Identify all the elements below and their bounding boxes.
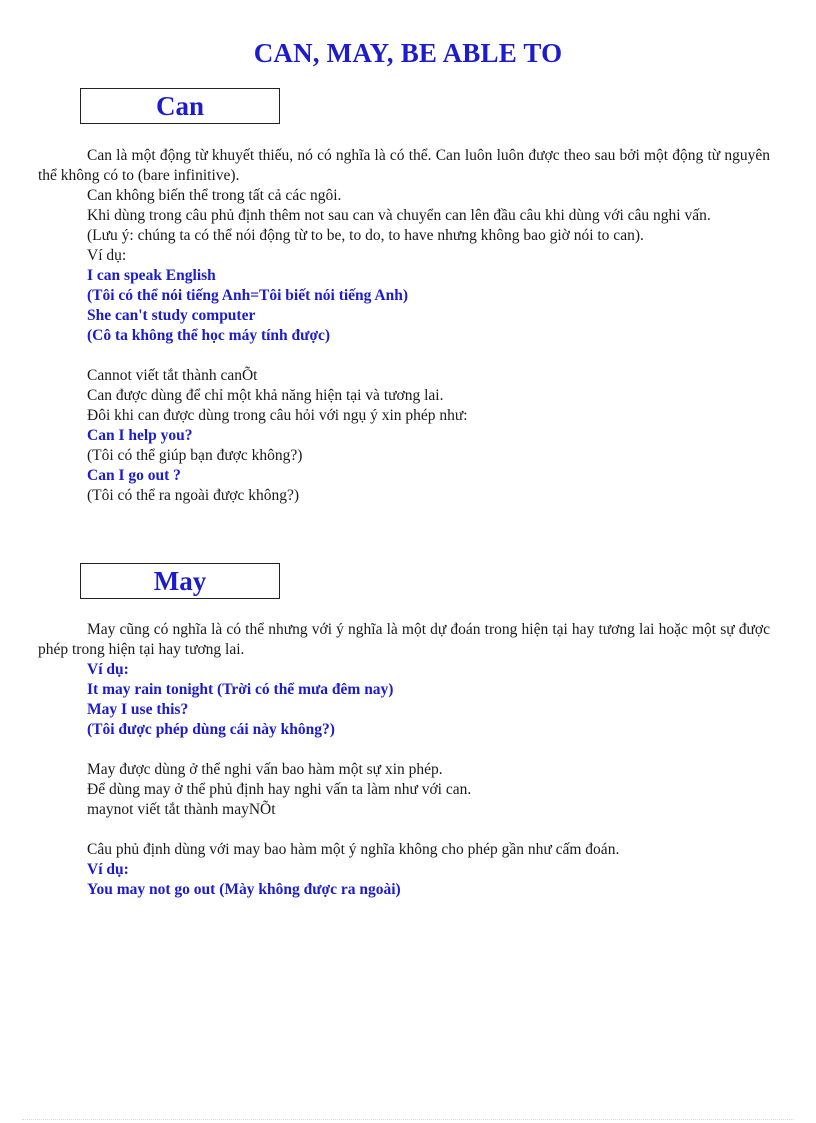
section-can-body	[38, 146, 770, 506]
may-paragraph-permission: May được dùng ở thể nghi vấn bao hàm một sự xin phép.	[87, 761, 443, 778]
can-example-4: Can I go out ?	[87, 467, 181, 484]
section-may-body	[38, 620, 770, 900]
can-example-label: Ví dụ:	[87, 247, 127, 264]
page-bottom-divider	[22, 1119, 794, 1120]
may-example-3: You may not go out (Mày không được ra ngoài)	[87, 881, 401, 898]
may-paragraph-contraction: maynot viết tắt thành mayNÕt	[87, 801, 276, 818]
may-paragraph-prohibition: Câu phủ định dùng với may bao hàm một ý nghĩa không cho phép gần như cấm đoán.	[87, 841, 620, 858]
spacer	[38, 740, 770, 760]
can-example-3-translation: (Tôi có thể giúp bạn được không?)	[87, 447, 303, 464]
may-paragraph-negative: Để dùng may ở thể phủ định hay nghi vấn ta làm như với can.	[87, 781, 472, 798]
may-example-1: It may rain tonight (Trời có thể mưa đêm nay)	[87, 681, 394, 698]
may-example-label: Ví dụ:	[87, 661, 129, 678]
can-paragraph-definition: Can là một động từ khuyết thiếu, nó có nghĩa là có thể. Can luôn luôn được theo sau bởi một động từ nguyên thể không có to (bare infinitive).	[38, 147, 770, 184]
may-paragraph-definition: May cũng có nghĩa là có thể nhưng với ý nghĩa là một dự đoán trong hiện tại hay tương lai hoặc một sự được phép trong hiện tại hay tương lai.	[38, 621, 770, 658]
can-example-3: Can I help you?	[87, 427, 193, 444]
may-example-2-translation: (Tôi được phép dùng cái này không?)	[87, 721, 335, 738]
can-paragraph-negative: Khi dùng trong câu phủ định thêm not sau can và chuyển can lên đầu câu khi dùng với câu nghi vấn.	[87, 207, 711, 224]
can-example-4-translation: (Tôi có thể ra ngoài được không?)	[87, 487, 299, 504]
can-paragraph-no-inflection: Can không biến thể trong tất cả các ngôi.	[87, 187, 342, 204]
spacer	[38, 346, 770, 366]
can-example-1: I can speak English	[87, 267, 216, 284]
can-example-2: She can't study computer	[87, 307, 256, 324]
can-paragraph-note: (Lưu ý: chúng ta có thể nói động từ to be, to do, to have nhưng không bao giờ nói to can).	[87, 227, 644, 244]
can-paragraph-ability: Can được dùng để chỉ một khả năng hiện tại và tương lai.	[87, 387, 444, 404]
can-example-1-translation: (Tôi có thể nói tiếng Anh=Tôi biết nói tiếng Anh)	[87, 287, 409, 304]
spacer	[38, 820, 770, 840]
page-title: CAN, MAY, BE ABLE TO	[253, 38, 563, 68]
may-example-2: May I use this?	[87, 701, 189, 718]
may-example-label-2: Ví dụ:	[87, 861, 129, 878]
can-paragraph-permission: Đôi khi can được dùng trong câu hỏi với ngụ ý xin phép như:	[87, 407, 468, 424]
can-paragraph-contraction: Cannot viết tắt thành canÕt	[87, 367, 258, 384]
section-heading-may: May	[80, 563, 280, 599]
can-example-2-translation: (Cô ta không thể học máy tính được)	[87, 327, 331, 344]
section-heading-can: Can	[80, 88, 280, 124]
